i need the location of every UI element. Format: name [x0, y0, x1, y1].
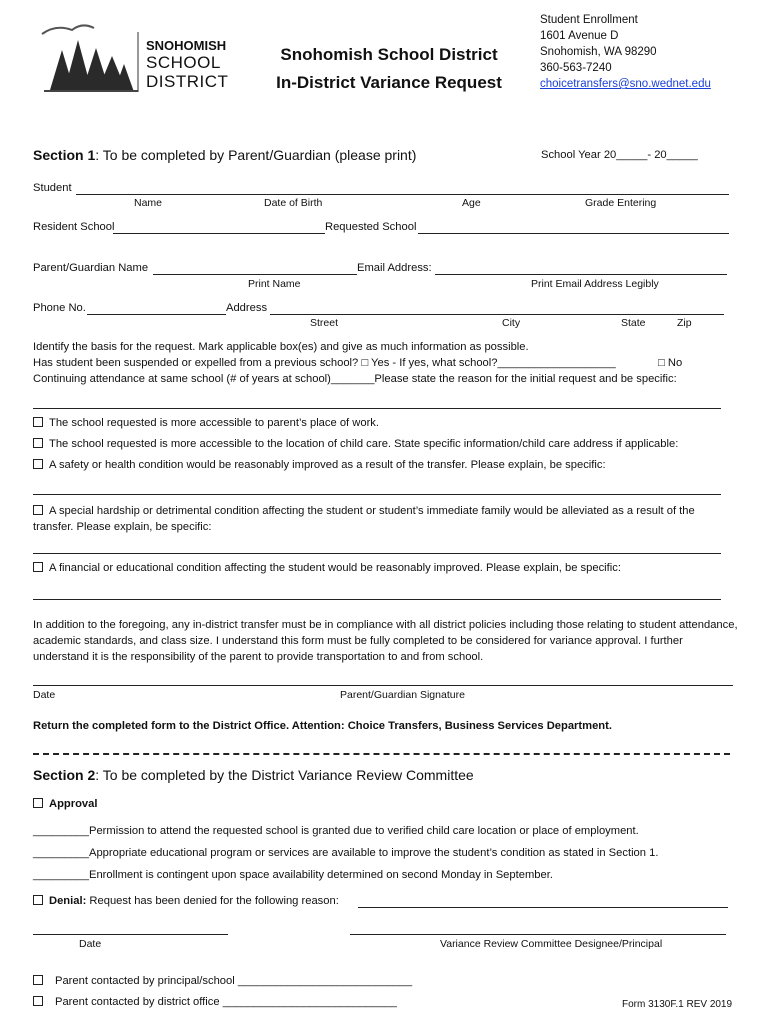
resident-school-input[interactable]	[113, 233, 325, 234]
sub-label-dob: Date of Birth	[264, 197, 323, 209]
sub-label-city: City	[502, 317, 521, 329]
option-hardship-text: A special hardship or detrimental condition affecting the student or student’s immediate family would be alleviated as a result of the transfer. Please explain, be specific:	[33, 505, 695, 533]
email-address-input[interactable]	[435, 274, 727, 275]
address-line-1: Student Enrollment	[540, 14, 638, 26]
option-financial[interactable]	[33, 562, 621, 574]
option-safety[interactable]	[33, 459, 606, 471]
form-number: Form 3130F.1 REV 2019	[622, 999, 733, 1010]
option-safety-text: A safety or health condition would be reasonably improved as a result of the transfer. Please explain, be specific:	[49, 459, 606, 471]
address-block	[540, 12, 711, 92]
suspended-no-option[interactable]: □ No	[658, 357, 683, 369]
checkbox-safety[interactable]	[33, 459, 43, 469]
option-hardship[interactable]	[33, 503, 738, 535]
contact-district-text: Parent contacted by district office ____________________________	[55, 996, 397, 1008]
address-line-3: Snohomish, WA 98290	[540, 46, 657, 58]
section-1-title: : To be completed by Parent/Guardian (please print)	[95, 147, 417, 163]
sub-label-age: Age	[462, 197, 481, 209]
checkbox-denial[interactable]	[33, 895, 43, 905]
designee-label: Variance Review Committee Designee/Principal	[440, 938, 663, 950]
form-title: In-District Variance Request	[276, 73, 502, 92]
instructions-line-1: Identify the basis for the request. Mark applicable box(es) and give as much information as possible.	[33, 341, 529, 353]
hardship-input-line[interactable]	[33, 553, 721, 554]
approval-reason-1[interactable]: _________Permission to attend the requested school is granted due to verified child care location or place of employment.	[33, 825, 639, 837]
section-2-heading	[33, 767, 474, 783]
email-address-label: Email Address:	[357, 262, 432, 274]
section-divider	[33, 753, 730, 755]
denial-reason-input[interactable]	[358, 907, 728, 908]
approval-reason-2[interactable]: _________Appropriate educational program or services are available to improve the student’s condition as stated in Section 1.	[33, 847, 659, 859]
option-work[interactable]	[33, 417, 379, 429]
address-line-2: 1601 Avenue D	[540, 30, 619, 42]
contact-principal-text: Parent contacted by principal/school ____________________________	[55, 975, 413, 987]
signature-line[interactable]	[33, 685, 733, 686]
parent-name-label: Parent/Guardian Name	[33, 262, 149, 274]
sub-label-state: State	[621, 317, 646, 329]
district-title: Snohomish School District	[280, 45, 498, 64]
resident-school-label: Resident School	[33, 221, 115, 233]
district-logo	[38, 20, 229, 98]
address-phone: 360-563-7240	[540, 62, 612, 74]
checkbox-contact-district[interactable]	[33, 996, 43, 1006]
denial-text: Request has been denied for the following reason:	[89, 895, 339, 907]
section-2-label: Section 2	[33, 767, 96, 783]
option-financial-text: A financial or educational condition affecting the student would be reasonably improved. Please explain, be specific:	[49, 562, 621, 574]
section-2-title: : To be completed by the District Variance Review Committee	[95, 767, 474, 783]
continuing-attendance: Continuing attendance at same school (# of years at school)_______Please state the reason for the initial request and be specific:	[33, 373, 677, 385]
sub-label-print-name: Print Name	[248, 278, 301, 290]
email-link[interactable]: choicetransfers@sno.wednet.edu	[540, 78, 711, 90]
committee-signature-line[interactable]	[350, 934, 726, 935]
denial-label: Denial:	[49, 895, 87, 907]
approval-option[interactable]	[33, 798, 98, 810]
option-childcare-text: The school requested is more accessible to the location of child care. State specific information/child care address if applicable:	[49, 438, 679, 450]
requested-school-label: Requested School	[325, 221, 417, 233]
contact-district-option[interactable]	[33, 996, 397, 1008]
requested-school-input[interactable]	[418, 233, 729, 234]
logo-line-3: DISTRICT	[146, 72, 229, 91]
safety-input-line[interactable]	[33, 494, 721, 495]
phone-label: Phone No.	[33, 302, 86, 314]
approval-reason-3[interactable]: _________Enrollment is contingent upon space availability determined on second Monday in September.	[33, 869, 553, 881]
denial-option[interactable]	[33, 895, 339, 907]
section-1-label: Section 1	[33, 147, 96, 163]
suspended-question: Has student been suspended or expelled from a previous school? □ Yes - If yes, what school?___________________	[33, 357, 616, 369]
parent-name-input[interactable]	[153, 274, 357, 275]
sub-label-zip: Zip	[677, 317, 692, 329]
address-input[interactable]	[270, 314, 724, 315]
financial-input-line[interactable]	[33, 599, 721, 600]
checkbox-approval[interactable]	[33, 798, 43, 808]
committee-date-line[interactable]	[33, 934, 228, 935]
phone-input[interactable]	[87, 314, 226, 315]
school-year-field[interactable]: School Year 20_____- 20_____	[541, 149, 698, 161]
checkbox-work[interactable]	[33, 417, 43, 427]
committee-date-label: Date	[79, 938, 102, 950]
checkbox-childcare[interactable]	[33, 438, 43, 448]
reason-input-line[interactable]	[33, 408, 721, 409]
checkbox-financial[interactable]	[33, 562, 43, 572]
agreement-paragraph: In addition to the foregoing, any in-district transfer must be in compliance with all district policies including those relating to student attendance, academic standards, and class size. I understand this form must be fully completed to be considered for variance approval. I further understand it is the responsibility of the parent to provide transportation to and from school.	[33, 619, 738, 663]
logo-line-2: SCHOOL	[146, 53, 221, 72]
date-label: Date	[33, 689, 56, 701]
contact-principal-option[interactable]	[33, 975, 412, 987]
sub-label-name: Name	[134, 197, 163, 209]
address-label: Address	[226, 302, 268, 314]
checkbox-hardship[interactable]	[33, 505, 43, 515]
option-work-text: The school requested is more accessible to parent’s place of work.	[49, 417, 379, 429]
section-1-heading	[33, 147, 416, 163]
student-label: Student	[33, 182, 72, 194]
logo-line-1: SNOHOMISH	[146, 38, 227, 53]
checkbox-contact-principal[interactable]	[33, 975, 43, 985]
return-note: Return the completed form to the District Office. Attention: Choice Transfers, Business Services Department.	[33, 720, 612, 732]
signature-label: Parent/Guardian Signature	[340, 689, 465, 701]
sub-label-grade: Grade Entering	[585, 197, 657, 209]
sub-label-print-email: Print Email Address Legibly	[531, 278, 659, 290]
sub-label-street: Street	[310, 317, 339, 329]
student-input-line[interactable]	[76, 194, 729, 195]
approval-label: Approval	[49, 798, 98, 810]
option-childcare[interactable]	[33, 438, 678, 450]
